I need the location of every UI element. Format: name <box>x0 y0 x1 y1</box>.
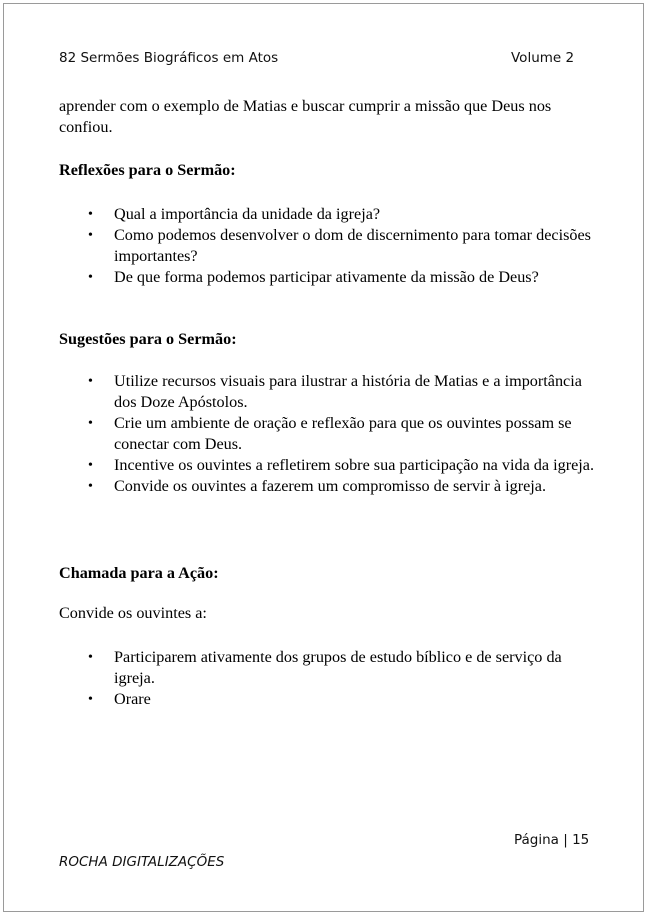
page-number: Página | 15 <box>514 832 590 848</box>
list-item <box>59 225 599 267</box>
list-item-text: Utilize recursos visuais para ilustrar a história de Matias e a importância dos Doze Apóstolos. <box>114 372 582 411</box>
list-item-text: Qual a importância da unidade da igreja? <box>114 205 381 223</box>
bullet-icon: • <box>88 374 93 389</box>
heading-chamada: Chamada para a Ação: <box>59 564 219 582</box>
list-item-text: Convide os ouvintes a fazerem um compromisso de servir à igreja. <box>114 477 546 495</box>
list-item <box>59 689 599 710</box>
running-header-title: 82 Sermões Biográficos em Atos <box>59 50 279 66</box>
bullet-icon: • <box>88 479 93 494</box>
list-item <box>59 647 599 689</box>
list-item <box>59 413 599 455</box>
list-item-text: Como podemos desenvolver o dom de discernimento para tomar decisões importantes? <box>114 226 591 265</box>
list-item <box>59 267 599 288</box>
reflexoes-list <box>59 204 599 288</box>
list-item <box>59 371 599 413</box>
list-item <box>59 476 599 497</box>
list-item-text: Orare <box>114 690 151 708</box>
bullet-icon: • <box>88 228 93 243</box>
bullet-icon: • <box>88 458 93 473</box>
list-item-text: Participarem ativamente dos grupos de estudo bíblico e de serviço da igreja. <box>114 648 562 687</box>
bullet-icon: • <box>88 416 93 431</box>
heading-reflexoes: Reflexões para o Sermão: <box>59 161 236 179</box>
heading-sugestoes: Sugestões para o Sermão: <box>59 330 237 348</box>
bullet-icon: • <box>88 207 93 222</box>
list-item <box>59 204 599 225</box>
list-item <box>59 455 599 476</box>
list-item-text: Incentive os ouvintes a refletirem sobre sua participação na vida da igreja. <box>114 456 595 474</box>
running-header-volume: Volume 2 <box>511 50 575 66</box>
sugestoes-list <box>59 371 599 497</box>
document-page <box>3 3 644 912</box>
chamada-intro: Convide os ouvintes a: <box>59 604 207 622</box>
bullet-icon: • <box>88 692 93 707</box>
bullet-icon: • <box>88 650 93 665</box>
intro-paragraph: aprender com o exemplo de Matias e buscar cumprir a missão que Deus nos confiou. <box>59 97 552 136</box>
chamada-list <box>59 647 599 710</box>
footer-brand: ROCHA DIGITALIZAÇÕES <box>59 854 225 870</box>
list-item-text: Crie um ambiente de oração e reflexão para que os ouvintes possam se conectar com Deus. <box>114 414 572 453</box>
bullet-icon: • <box>88 270 93 285</box>
list-item-text: De que forma podemos participar ativamente da missão de Deus? <box>114 268 539 286</box>
